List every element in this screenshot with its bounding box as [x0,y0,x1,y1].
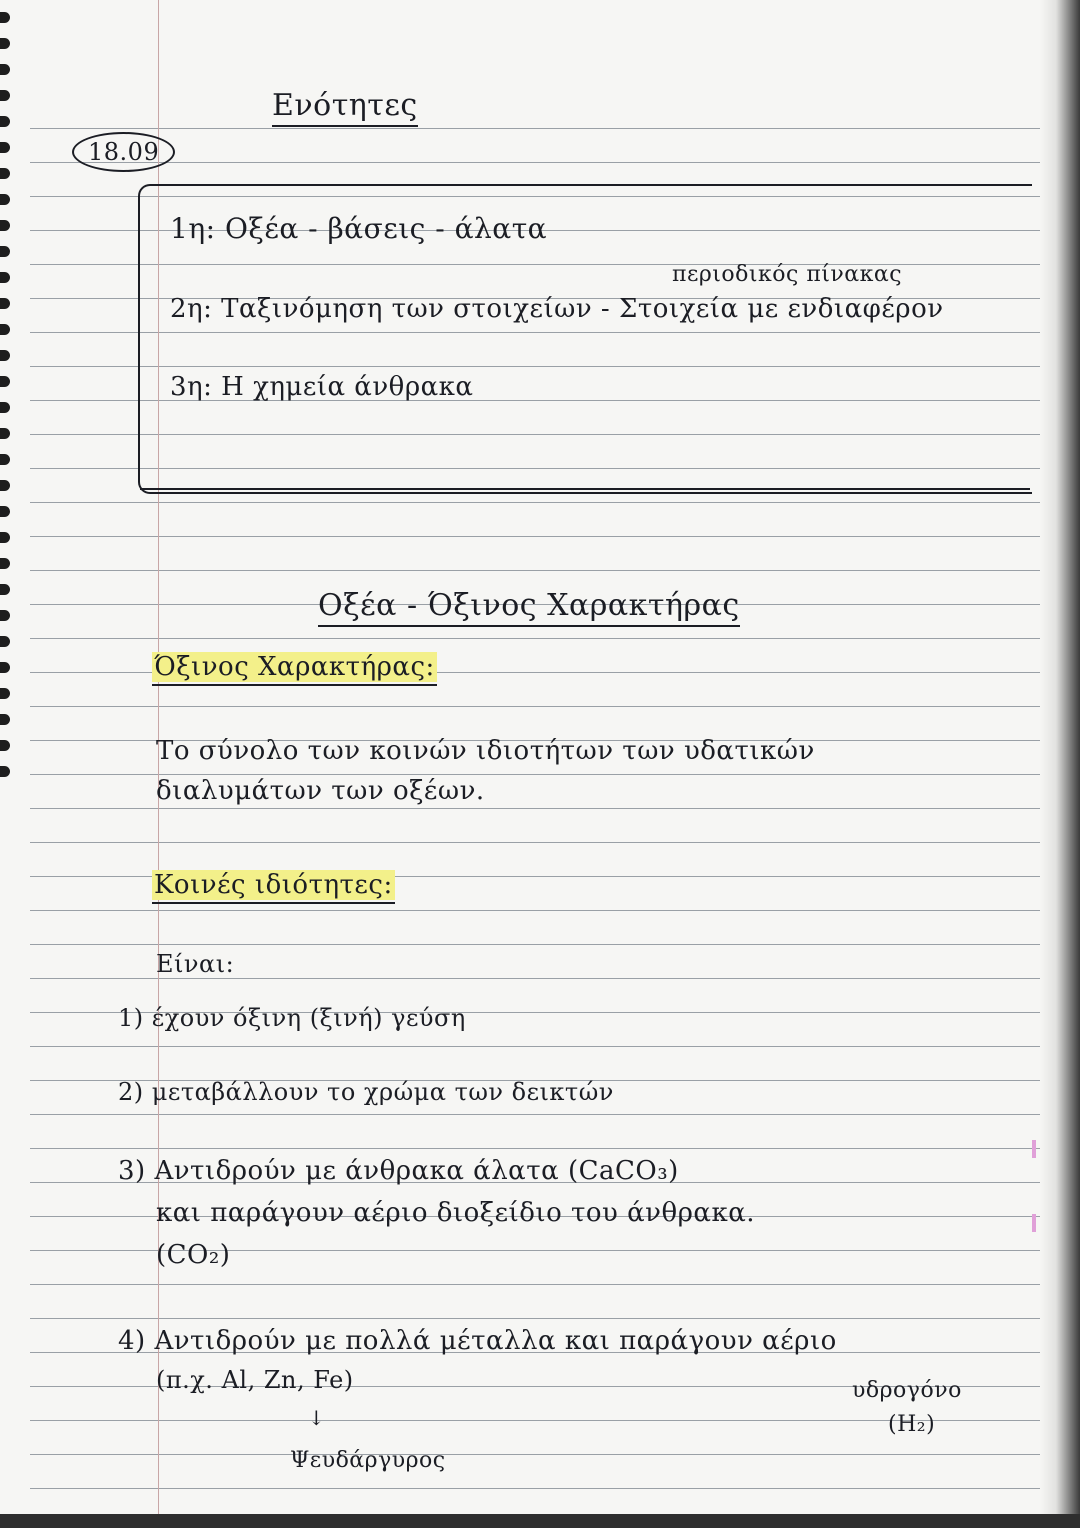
page-bottom-edge [0,1514,1080,1528]
property-3-line-2: και παράγουν αέριο διοξείδιο του άνθρακα. [156,1198,756,1228]
ruled-line [30,1488,1040,1489]
ruled-line [30,162,1040,163]
property-1 [118,1004,466,1032]
section-title: Οξέα - Όξινος Χαρακτήρας [318,588,740,627]
property-3-text: Αντιδρούν με άνθρακα άλατα (CaCO₃) [154,1156,679,1186]
ruled-line [30,978,1040,979]
ruled-line [30,944,1040,945]
ruled-line [30,808,1040,809]
unit-1-text: Οξέα - βάσεις - άλατα [224,212,548,245]
definition-line-1: Το σύνολο των κοινών ιδιοτήτων των υδατικών [156,736,815,766]
unit-3 [170,372,473,402]
property-4-text: Αντιδρούν με πολλά μέταλλα και παράγουν αέριο [154,1326,837,1356]
unit-1-separator: : [205,212,216,245]
down-arrow-icon: ↓ [308,1406,326,1430]
definition-line-2: διαλυμάτων των οξέων. [156,776,485,806]
property-4-hydrogen: υδρογόνο [852,1378,962,1403]
ruled-line [30,570,1040,571]
ruled-line [30,1318,1040,1319]
ruled-line [30,128,1040,129]
ruled-line [30,1046,1040,1047]
ruled-line [30,1454,1040,1455]
unit-1 [170,212,547,245]
unit-2-number: 2η [170,294,204,324]
ruled-line [30,706,1040,707]
edge-mark [1032,1140,1036,1158]
property-3 [118,1156,679,1186]
property-4-examples: (π.χ. Al, Zn, Fe) [156,1366,354,1394]
ruled-line [30,1148,1040,1149]
ruled-line [30,842,1040,843]
property-4-h2: (H₂) [888,1412,936,1437]
property-2 [118,1078,614,1106]
ruled-line [30,774,1040,775]
properties-intro: Είναι: [156,950,235,978]
ruled-line [30,502,1040,503]
property-2-text: μεταβάλλουν το χρώμα των δεικτών [151,1078,614,1106]
properties-heading-text: Κοινές ιδιότητες: [154,870,393,900]
property-1-number: 1) [118,1004,144,1032]
property-1-text: έχουν όξινη (ξινή) γεύση [151,1004,466,1032]
property-3-number: 3) [118,1156,146,1186]
edge-mark [1032,1214,1036,1232]
units-title: Ενότητες [272,88,418,127]
property-4 [118,1326,837,1356]
ruled-line [30,1284,1040,1285]
date-badge: 18.09 [72,132,175,172]
property-4-note: Ψευδάργυρος [290,1448,446,1473]
property-4-number: 4) [118,1326,146,1356]
ruled-line [30,910,1040,911]
unit-3-text: Η χημεία άνθρακα [221,372,474,402]
unit-2-note: περιοδικός πίνακας [672,262,903,287]
ruled-line [30,638,1040,639]
units-bottom-line [140,488,1030,490]
definition-heading [152,652,437,686]
unit-1-number: 1η [170,212,206,245]
unit-2 [170,294,944,324]
ruled-line [30,536,1040,537]
unit-3-separator: : [203,372,213,402]
property-3-line-3: (CO₂) [156,1240,231,1270]
properties-heading [152,870,395,904]
page-right-edge [1040,0,1080,1528]
definition-heading-text: Όξινος Χαρακτήρας: [154,652,435,682]
unit-2-text: Ταξινόμηση των στοιχείων - Στοιχεία με ενδιαφέρον [221,294,944,324]
property-2-number: 2) [118,1078,144,1106]
unit-3-number: 3η [170,372,204,402]
ruled-line [30,1114,1040,1115]
unit-2-separator: : [203,294,213,324]
